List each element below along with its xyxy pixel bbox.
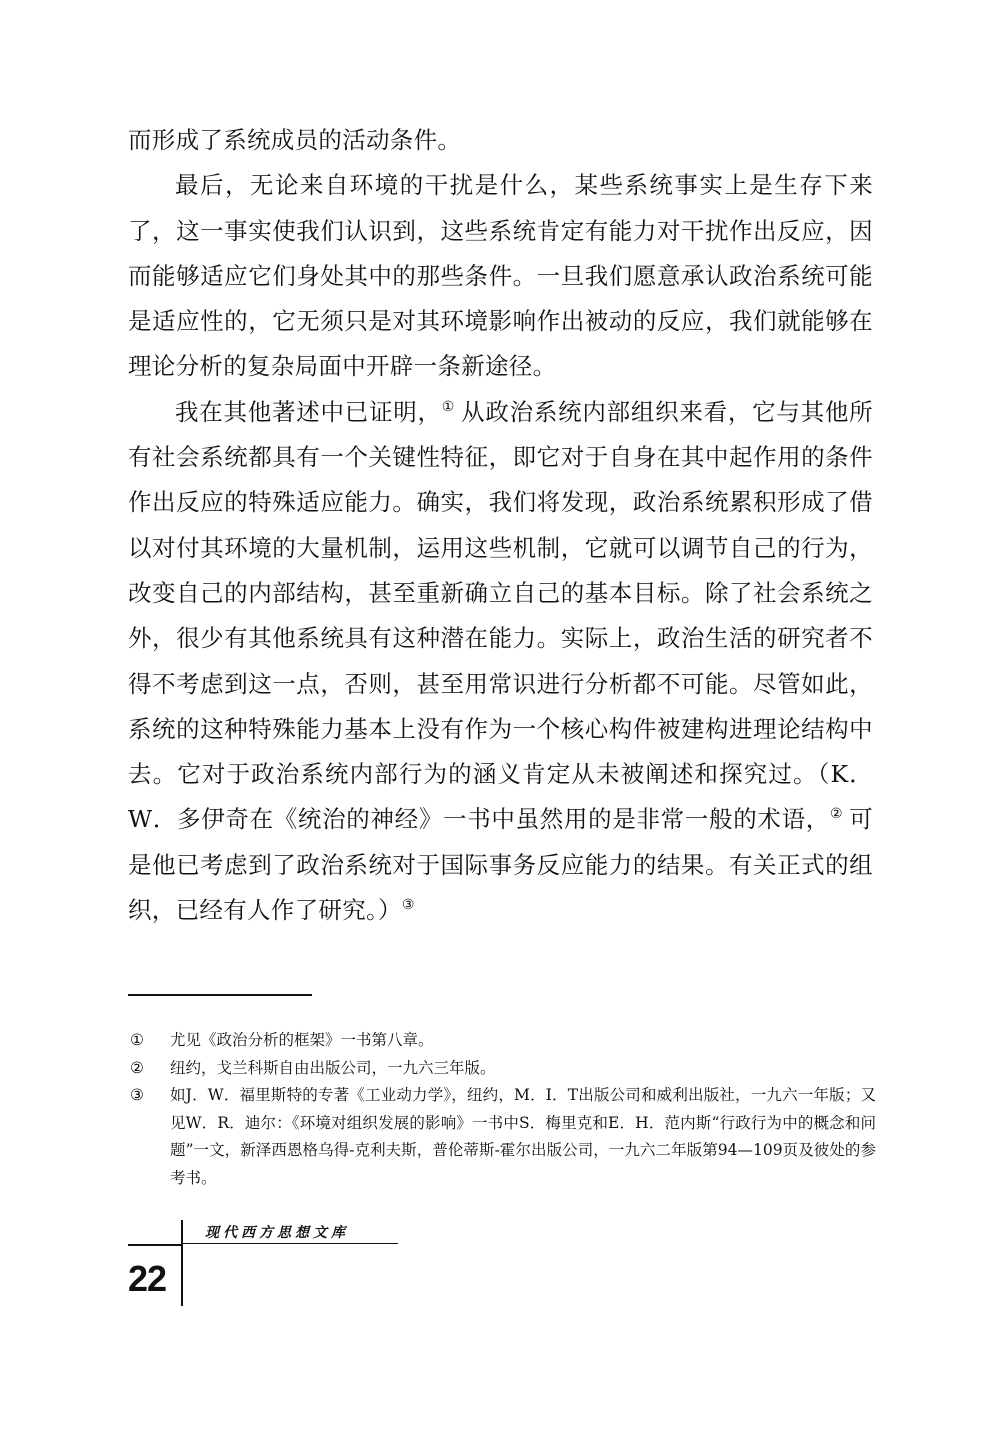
footnote-2 — [128, 1055, 876, 1083]
footnote-mark-1: ① — [130, 1031, 144, 1049]
footnote-text-2: 纽约，戈兰科斯自由出版公司，一九六三年版。 — [170, 1058, 496, 1077]
footnote-text-3: 如J．W．福里斯特的专著《工业动力学》，纽约，M．I．T出版公司和威利出版社，一九六一年版；又见W．R．迪尔：《环境对组织发展的影响》一书中S．梅里克和E．H．范内斯“行政行为中的概念和问题”一文，新泽西恩格乌得-克利夫斯，普伦蒂斯-霍尔出版公司，一九六二年版第94—109页及彼处的参考书。 — [170, 1086, 876, 1187]
footnote-divider — [128, 994, 312, 996]
body-text — [128, 118, 873, 933]
footnote-ref-3[interactable]: ③ — [401, 897, 415, 914]
paragraph-1: 而形成了系统成员的活动条件。 — [128, 126, 462, 154]
footnote-3 — [128, 1082, 876, 1192]
footnote-ref-2[interactable]: ② — [829, 806, 844, 823]
series-name: 现代西方思想文库 — [205, 1225, 349, 1241]
footnote-1 — [128, 1027, 876, 1055]
paragraph-3 — [128, 390, 873, 934]
footer-vertical-rule — [181, 1220, 183, 1306]
footnotes — [128, 1027, 876, 1192]
footnote-mark-3: ③ — [130, 1086, 144, 1104]
page-number: 22 — [128, 1258, 167, 1299]
footer-rule-right — [183, 1243, 398, 1244]
footnote-ref-1[interactable]: ① — [441, 398, 456, 415]
footnote-text-1: 尤见《政治分析的框架》一书第八章。 — [170, 1031, 434, 1049]
paragraph-3-part-1: 我在其他著述中已证明， — [175, 397, 442, 426]
paragraph-3-part-2: 从政治系统内部组织来看，它与其他所有社会系统都具有一个关键性特征，即它对于自身在其中起作用的条件作出反应的特殊适应能力。确实，我们将发现，政治系统累积形成了借以对付其环境的大量机制，运用这些机制，它就可以调节自己的行为，改变自己的内部结构，甚至重新确立自己的基本目标。除了社会系统之外，很少有其他系统具有这种潜在能力。实际上，政治生活的研究者不得不考虑到这一点，否则，甚至用常识进行分析都不可能。尽管如此，系统的这种特殊能力基本上没有作为一个核心构件被建构进理论结构中去。它对于政治系统内部行为的涵义肯定从未被阐述和探究过。（K．W．多伊奇在《统治的神经》一书中虽然用的是非常一般的术语， — [128, 397, 873, 834]
paragraph-3-part-3: 可是他已考虑到了政治系统对于国际事务反应能力的结果。有关正式的组织，已经有人作了研究。） — [128, 805, 873, 925]
footer-rule-left — [128, 1244, 182, 1246]
footnote-mark-2: ② — [130, 1058, 144, 1077]
paragraph-2: 最后，无论来自环境的干扰是什么，某些系统事实上是生存下来了，这一事实使我们认识到，这些系统肯定有能力对干扰作出反应，因而能够适应它们身处其中的那些条件。一旦我们愿意承认政治系统可能是适应性的，它无须只是对其环境影响作出被动的反应，我们就能够在理论分析的复杂局面中开辟一条新途径。 — [128, 171, 873, 381]
